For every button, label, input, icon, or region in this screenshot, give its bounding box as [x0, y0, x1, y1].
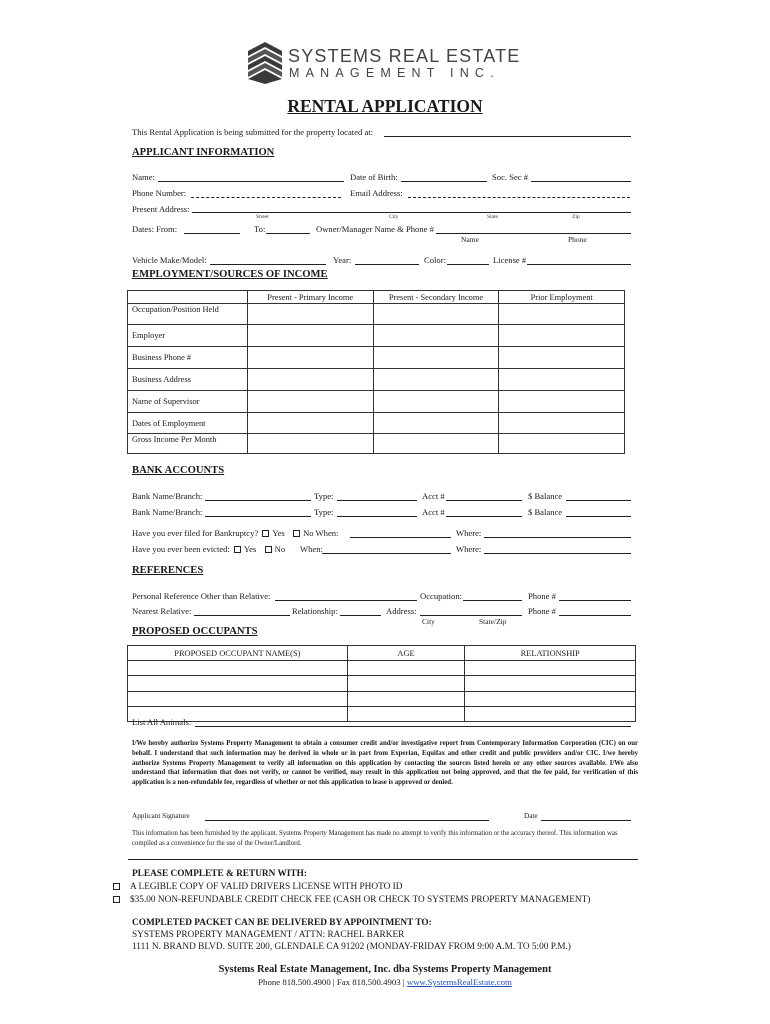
vehicle-label: Vehicle Make/Model:	[132, 255, 207, 265]
bank-balance-label-1: $ Balance	[528, 491, 563, 501]
employment-heading: EMPLOYMENT/SOURCES OF INCOME	[132, 269, 328, 280]
bankruptcy-when-field[interactable]	[350, 537, 451, 538]
logo-mark-icon	[248, 42, 282, 84]
bank-branch-field-2[interactable]	[205, 516, 311, 517]
license-label: License #	[493, 255, 527, 265]
owner-phone-caption: Phone	[568, 235, 587, 244]
bank-type-label-2: Type:	[314, 507, 334, 517]
table-row	[128, 369, 625, 391]
addr-zip-caption: Zip	[572, 214, 580, 220]
evicted-when-field[interactable]	[322, 553, 451, 554]
dates-to-label: To:	[254, 224, 266, 234]
cell-secondary[interactable]	[373, 413, 499, 434]
occupant-relationship-cell[interactable]	[465, 676, 636, 692]
bank-type-field-1[interactable]	[337, 500, 417, 501]
phone-label: Phone Number:	[132, 188, 187, 198]
year-field[interactable]	[355, 264, 419, 265]
applicant-heading: APPLICANT INFORMATION	[132, 147, 275, 158]
occupant-name-cell[interactable]	[128, 676, 348, 692]
row-label: Dates of Employment	[128, 413, 248, 434]
occupant-age-cell[interactable]	[347, 676, 465, 692]
evicted-no-label: No	[274, 544, 286, 554]
occupant-name-cell[interactable]	[128, 661, 348, 676]
dates-from-label: Dates: From:	[132, 224, 178, 234]
row-label: Gross Income Per Month	[128, 434, 248, 454]
bankruptcy-no-when-label: No When:	[303, 528, 339, 538]
row-label: Employer	[128, 325, 248, 347]
dob-label: Date of Birth:	[350, 172, 398, 182]
addr-city-caption: City	[389, 214, 399, 220]
cell-secondary[interactable]	[373, 391, 499, 413]
occupant-age-cell[interactable]	[347, 661, 465, 676]
personal-reference-field[interactable]	[275, 600, 417, 601]
evicted-yes-checkbox[interactable]	[234, 546, 241, 553]
property-field[interactable]	[384, 136, 631, 137]
addr-street-caption: Street	[256, 214, 269, 220]
bank-heading: BANK ACCOUNTS	[132, 465, 225, 476]
ref-phone-label-2: Phone #	[528, 606, 556, 616]
footer-company: Systems Real Estate Management, Inc. dba Systems Property Management	[218, 964, 552, 975]
cell-secondary[interactable]	[373, 304, 499, 325]
phone-field[interactable]	[191, 197, 341, 198]
ref-occupation-field[interactable]	[463, 600, 522, 601]
return-heading: PLEASE COMPLETE & RETURN WITH:	[132, 869, 307, 879]
evicted-label: Have you ever been evicted:	[132, 544, 230, 554]
cell-primary[interactable]	[247, 413, 373, 434]
email-field[interactable]	[408, 197, 630, 198]
ref-address-field[interactable]	[420, 615, 522, 616]
cell-prior[interactable]	[499, 391, 625, 413]
cell-prior[interactable]	[499, 369, 625, 391]
ssn-field[interactable]	[531, 181, 631, 182]
bank-balance-label-2: $ Balance	[528, 507, 563, 517]
license-field[interactable]	[527, 264, 631, 265]
owner-manager-label: Owner/Manager Name & Phone #	[316, 224, 434, 234]
footer-website-link[interactable]: www.SystemsRealEstate.com	[406, 977, 512, 987]
present-address-label: Present Address:	[132, 204, 190, 214]
bank-acct-field-1[interactable]	[446, 500, 522, 501]
return-item-1	[112, 882, 402, 892]
evicted-where-field[interactable]	[484, 553, 631, 554]
signature-label: Applicant Signature	[132, 812, 190, 820]
logo-line-2: MANAGEMENT INC.	[289, 66, 500, 80]
ref-city-caption: City	[422, 617, 435, 626]
occupants-col-age: AGE	[347, 646, 465, 661]
occupants-table	[127, 645, 636, 722]
evicted-where-label: Where:	[456, 544, 482, 554]
delivery-line-2: 1111 N. BRAND BLVD. SUITE 200, GLENDALE CA 91202 (MONDAY-FRIDAY FROM 9:00 A.M. TO 5:00 P.M.)	[132, 942, 571, 952]
cell-prior[interactable]	[499, 325, 625, 347]
cell-secondary[interactable]	[373, 347, 499, 369]
bankruptcy-yes-label: Yes	[272, 528, 285, 538]
table-row	[128, 347, 625, 369]
logo-line-1: SYSTEMS REAL ESTATE	[288, 46, 521, 66]
cell-secondary[interactable]	[373, 369, 499, 391]
bank-type-field-2[interactable]	[337, 516, 417, 517]
occupant-age-cell[interactable]	[347, 707, 465, 722]
logo	[248, 42, 528, 86]
employment-col-blank	[128, 291, 248, 304]
animals-field[interactable]	[195, 726, 631, 727]
ref-occupation-label: Occupation:	[420, 591, 462, 601]
dates-to-field[interactable]	[266, 233, 310, 234]
cell-primary[interactable]	[247, 369, 373, 391]
cell-prior[interactable]	[499, 347, 625, 369]
ref-phone-field-1[interactable]	[559, 600, 631, 601]
ref-state-zip-caption: State/Zip	[479, 617, 507, 626]
table-row	[128, 661, 636, 676]
delivery-line-1: SYSTEMS PROPERTY MANAGEMENT / ATTN: RACHEL BARKER	[132, 930, 405, 940]
cell-primary[interactable]	[247, 391, 373, 413]
row-label: Business Address	[128, 369, 248, 391]
bank-branch-label-2: Bank Name/Branch:	[132, 507, 203, 517]
name-field[interactable]	[158, 181, 344, 182]
divider	[128, 859, 638, 860]
row-label: Business Phone #	[128, 347, 248, 369]
personal-reference-label: Personal Reference Other than Relative:	[132, 591, 271, 601]
occupant-name-cell[interactable]	[128, 692, 348, 707]
occupants-col-relationship: RELATIONSHIP	[465, 646, 636, 661]
employment-col-primary: Present - Primary Income	[247, 291, 373, 304]
occupant-relationship-cell[interactable]	[465, 692, 636, 707]
cell-primary[interactable]	[247, 347, 373, 369]
evicted-question	[132, 544, 285, 554]
evicted-no-checkbox[interactable]	[265, 546, 272, 553]
bankruptcy-no-checkbox[interactable]	[293, 530, 300, 537]
email-label: Email Address:	[350, 188, 403, 198]
bank-branch-label-1: Bank Name/Branch:	[132, 491, 203, 501]
owner-manager-field[interactable]	[436, 233, 631, 234]
return-item-2	[112, 895, 590, 905]
vehicle-field[interactable]	[210, 264, 326, 265]
cell-primary[interactable]	[247, 325, 373, 347]
nearest-relative-label: Nearest Relative:	[132, 606, 192, 616]
page-title: RENTAL APPLICATION	[287, 96, 483, 116]
cell-prior[interactable]	[499, 413, 625, 434]
occupants-col-name: PROPOSED OCCUPANT NAME(S)	[128, 646, 348, 661]
owner-name-caption: Name	[461, 235, 479, 244]
occupants-heading: PROPOSED OCCUPANTS	[132, 626, 258, 637]
bank-acct-label-1: Acct #	[422, 491, 445, 501]
relationship-label: Relationship:	[292, 606, 338, 616]
footer-contact	[0, 977, 770, 987]
addr-state-caption: State	[487, 214, 498, 220]
cell-prior[interactable]	[499, 304, 625, 325]
bank-branch-field-1[interactable]	[205, 500, 311, 501]
signature-field[interactable]	[205, 820, 489, 821]
disclaimer-text: This information has been furnished by the applicant. Systems Property Management has made no attempt to verify this information or the accuracy thereof. This information was compiled as a convenience for the use of the Owner/Landlord.	[132, 830, 618, 847]
references-heading: REFERENCES	[132, 565, 204, 576]
occupant-relationship-cell[interactable]	[465, 661, 636, 676]
present-address-field[interactable]	[192, 212, 631, 213]
date-field[interactable]	[541, 820, 631, 821]
dob-field[interactable]	[401, 181, 487, 182]
year-label: Year:	[333, 255, 352, 265]
date-label: Date	[524, 812, 538, 820]
return-item-1-checkbox[interactable]	[113, 883, 120, 890]
relationship-field[interactable]	[340, 615, 381, 616]
bankruptcy-question	[132, 528, 338, 538]
footer-contact-text: Phone 818.500.4900 | Fax 818.500.4903 |	[258, 977, 405, 987]
bank-balance-field-2[interactable]	[566, 516, 631, 517]
cell-primary[interactable]	[247, 304, 373, 325]
table-row	[128, 325, 625, 347]
cell-primary[interactable]	[247, 434, 373, 454]
table-row	[128, 692, 636, 707]
ref-phone-field-2[interactable]	[559, 615, 631, 616]
bank-balance-field-1[interactable]	[566, 500, 631, 501]
table-row	[128, 707, 636, 722]
table-row	[128, 413, 625, 434]
bank-type-label-1: Type:	[314, 491, 334, 501]
bank-acct-label-2: Acct #	[422, 507, 445, 517]
bankruptcy-yes-checkbox[interactable]	[262, 530, 269, 537]
row-label: Occupation/Position Held	[128, 304, 248, 325]
return-item-1-text: A LEGIBLE COPY OF VALID DRIVERS LICENSE WITH PHOTO ID	[130, 882, 403, 892]
property-label: This Rental Application is being submitted for the property located at:	[132, 127, 374, 137]
bankruptcy-where-label: Where:	[456, 528, 482, 538]
nearest-relative-field[interactable]	[194, 615, 290, 616]
row-label: Name of Supervisor	[128, 391, 248, 413]
table-row	[128, 304, 625, 325]
dates-from-field[interactable]	[184, 233, 240, 234]
delivery-heading: COMPLETED PACKET CAN BE DELIVERED BY APPOINTMENT TO:	[132, 918, 432, 928]
table-row	[128, 676, 636, 692]
ssn-label: Soc. Sec #	[492, 172, 529, 182]
ref-address-label: Address:	[386, 606, 417, 616]
employment-col-secondary: Present - Secondary Income	[373, 291, 499, 304]
animals-label: List All Animals:	[132, 717, 192, 727]
ref-phone-label-1: Phone #	[528, 591, 556, 601]
cell-secondary[interactable]	[373, 325, 499, 347]
bank-acct-field-2[interactable]	[446, 516, 522, 517]
evicted-when-label: When:	[300, 544, 323, 554]
employment-table	[127, 290, 625, 454]
occupant-relationship-cell[interactable]	[465, 707, 636, 722]
cell-secondary[interactable]	[373, 434, 499, 454]
bankruptcy-where-field[interactable]	[484, 537, 631, 538]
return-item-2-text: $35.00 NON-REFUNDABLE CREDIT CHECK FEE (CASH OR CHECK TO SYSTEMS PROPERTY MANAGEMENT)	[130, 895, 591, 905]
table-row	[128, 391, 625, 413]
color-label: Color:	[424, 255, 446, 265]
employment-header-row	[128, 291, 625, 304]
occupants-header-row	[128, 646, 636, 661]
table-row	[128, 434, 625, 454]
cell-prior[interactable]	[499, 434, 625, 454]
bankruptcy-label: Have you ever filed for Bankruptcy?	[132, 528, 259, 538]
authorization-text: I/We hereby authorize Systems Property Management to obtain a consumer credit and/or investigative report from Contemporary Information Corporation (CIC) on our behalf. I understand that such information may be derived in whole or in part from Experian, Equifax and other credit and public providers and/or CIC. I/we hereby authorize Systems Property Management to verify all information on this application by contacting the sources listed herein or any other sources available. I/We also understand that information that does not verify, or cannot be verified, may result in this application not being approved, and that the fee paid, for verification of this application is a non-refundable fee, regardless of whether or not this application to lease is approved or denied.	[132, 740, 638, 787]
color-field[interactable]	[447, 264, 489, 265]
occupant-age-cell[interactable]	[347, 692, 465, 707]
evicted-yes-label: Yes	[243, 544, 257, 554]
return-item-2-checkbox[interactable]	[113, 896, 120, 903]
name-label: Name:	[132, 172, 155, 182]
employment-col-prior: Prior Employment	[499, 291, 625, 304]
